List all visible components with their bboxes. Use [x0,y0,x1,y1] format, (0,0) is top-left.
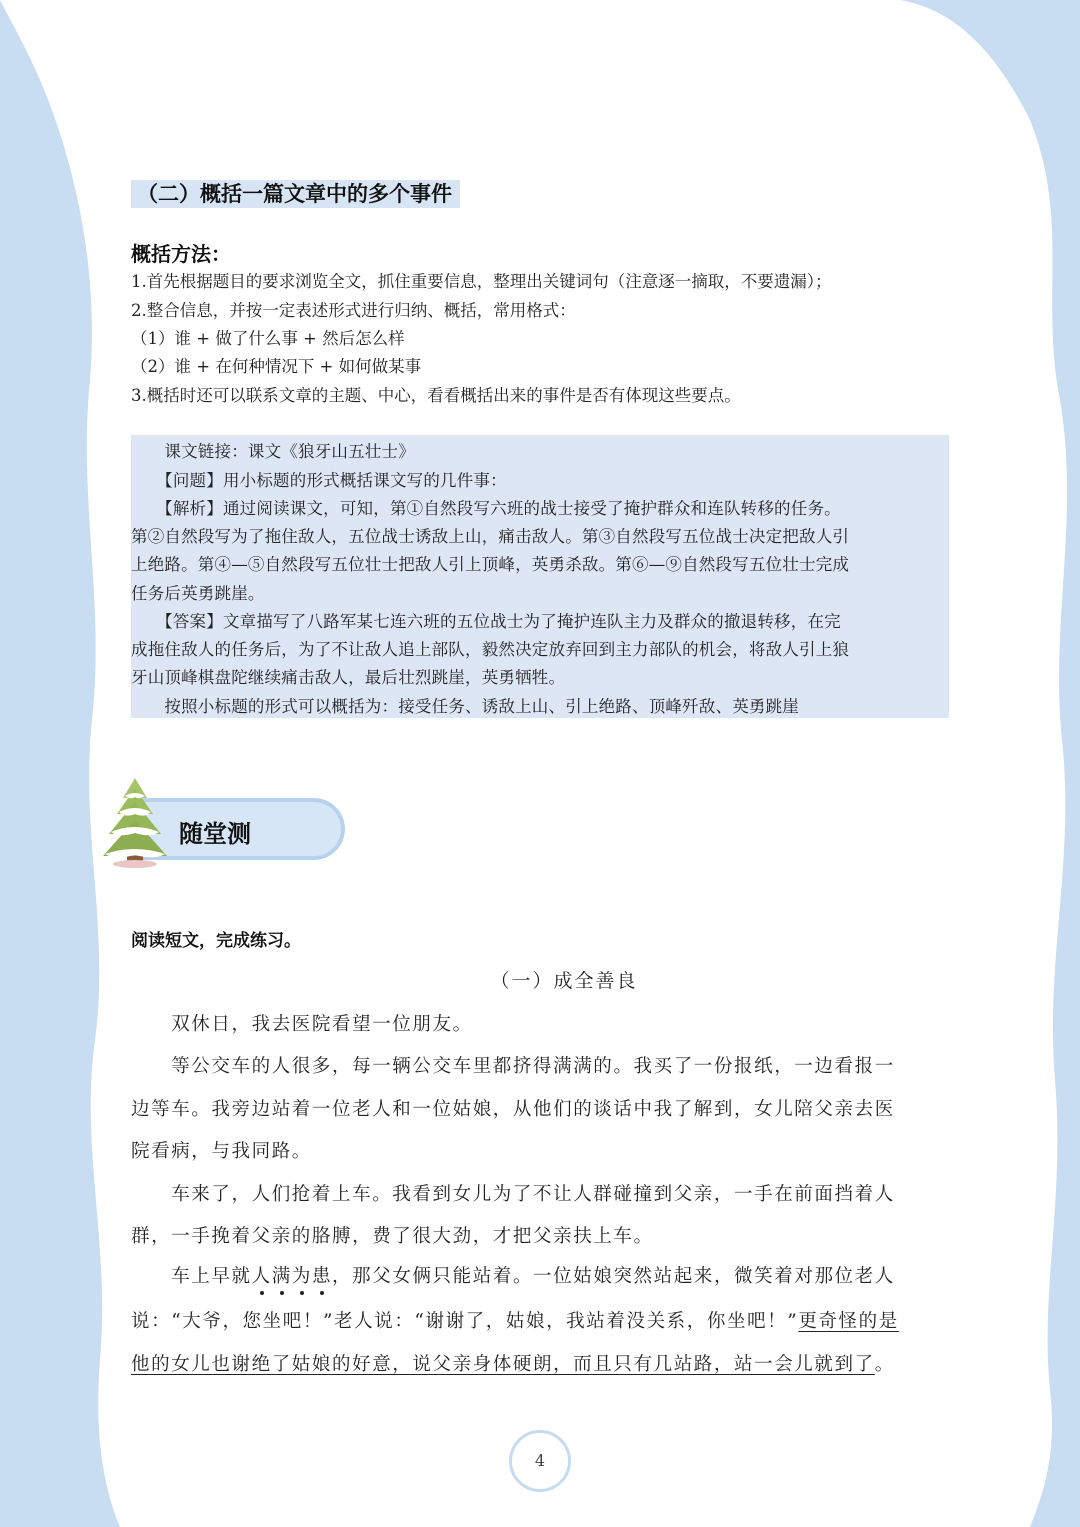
story-line [131,1262,895,1288]
method-line: 2.整合信息，并按一定表述形式进行归纳、概括，常用格式： [131,301,576,320]
example-line: 课文链接：课文《狼牙山五壮士》 [131,442,415,461]
story-text: 说：“大爷，您坐吧！”老人说：“谢谢了，姑娘，我站着没关系，你坐吧！” [131,1311,799,1332]
method-line: （2）谁 + 在何种情况下 + 如何做某事 [131,357,422,376]
dotted-char: 人 [251,1266,272,1287]
dotted-char: 患 [311,1266,333,1287]
section-title: （二）概括一篇文章中的多个事件 [131,180,460,208]
dotted-char: 为 [291,1266,312,1287]
method-line: 1.首先根据题目的要求浏览全文，抓住重要信息，整理出关键词句（注意逐一摘取，不要遗漏）； [131,272,832,291]
story-line: 车来了，人们抢着上车。我看到女儿为了不让人群碰撞到父亲，一手在前面挡着人 [131,1184,895,1205]
quiz-badge [95,776,355,876]
method-heading: 概括方法： [131,242,231,266]
underlined-sentence: 更奇怪的是 [798,1311,899,1332]
example-line: 任务后英勇跳崖。 [131,584,265,603]
underlined-sentence: 他的女儿也谢绝了姑娘的好意，说父亲身体硬朗，而且只有几站路，站一会儿就到了 [131,1354,875,1375]
story-line: 院看病，与我同路。 [131,1141,312,1162]
method-line: （1）谁 + 做了什么事 + 然后怎么样 [131,329,405,348]
story-line [131,1307,899,1333]
example-line: 成拖住敌人的任务后，为了不让敌人追上部队，毅然决定放弃回到主力部队的机会，将敌人引上狼 [131,640,850,659]
story-line: 边等车。我旁边站着一位老人和一位姑娘，从他们的谈话中我了解到，女儿陪父亲去医 [131,1099,895,1120]
dotted-char: 满 [271,1266,292,1287]
page-number: 4 [509,1430,571,1492]
story-title: （一）成全善良 [490,970,638,992]
story-text: 车上早就 [131,1266,252,1287]
reading-instruction: 阅读短文，完成练习。 [131,931,301,951]
example-line: 【解析】通过阅读课文，可知，第①自然段写六班的战士接受了掩护群众和连队转移的任务。 [131,499,841,518]
quiz-badge-label: 随堂测 [179,820,251,848]
story-text: 。 [874,1354,895,1375]
story-text: ，那父女俩只能站着。一位姑娘突然站起来，微笑着对那位老人 [332,1266,895,1287]
example-line: 第②自然段写为了拖住敌人，五位战士诱敌上山，痛击敌人。第③自然段写五位战士决定把敌人引 [131,527,850,546]
example-line: 【答案】文章描写了八路军某七连六班的五位战士为了掩护连队主力及群众的撤退转移，在完 [131,612,841,631]
story-line [131,1350,895,1376]
example-line: 牙山顶峰棋盘陀继续痛击敌人，最后壮烈跳崖，英勇牺牲。 [131,668,566,687]
story-line: 等公交车的人很多，每一辆公交车里都挤得满满的。我买了一份报纸，一边看报一 [131,1056,895,1077]
example-line: 【问题】用小标题的形式概括课文写的几件事： [131,471,507,490]
story-line: 双休日，我去医院看望一位朋友。 [131,1014,473,1035]
method-line: 3.概括时还可以联系文章的主题、中心，看看概括出来的事件是否有体现这些要点。 [131,386,741,405]
example-line: 上绝路。第④—⑤自然段写五位壮士把敌人引上顶峰，英勇杀敌。第⑥—⑨自然段写五位壮士完成 [131,555,850,574]
example-line: 按照小标题的形式可以概括为：接受任务、诱敌上山、引上绝路、顶峰歼敌、英勇跳崖 [131,697,799,716]
snowy-tree-icon [95,776,175,871]
story-line: 群，一手挽着父亲的胳膊，费了很大劲，才把父亲扶上车。 [131,1226,654,1247]
